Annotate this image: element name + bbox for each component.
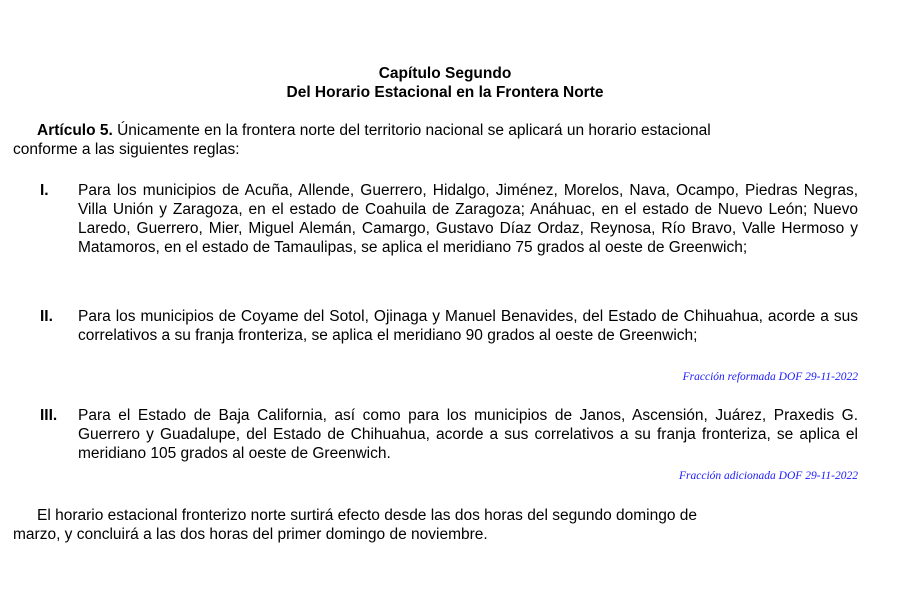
fraction-text: Para el Estado de Baja California, así como para los municipios de Janos, Ascensión, Juárez, Praxedis G. Guerrero y Guadalupe, del Estado de Chihuahua, acorde a sus correlativos a su franja fronteriza, se aplica el meridiano 105 grados al oeste de Greenwich.	[78, 407, 858, 462]
reform-note: Fracción reformada DOF 29-11-2022	[682, 371, 858, 383]
article-label: Artículo 5.	[37, 122, 113, 139]
addition-note: Fracción adicionada DOF 29-11-2022	[679, 470, 858, 482]
closing-line-2: marzo, y concluirá a las dos horas del primer domingo de noviembre.	[13, 526, 488, 543]
article-intro	[13, 121, 857, 159]
fraction-numeral: I.	[40, 182, 49, 199]
fraction-text: Para los municipios de Acuña, Allende, Guerrero, Hidalgo, Jiménez, Morelos, Nava, Ocampo, Piedras Negras, Villa Unión y Zaragoza, en el estado de Coahuila de Zaragoza; Anáhuac, en el estado de Nuevo León; Nuevo Laredo, Guerrero, Mier, Miguel Alemán, Camargo, Gustavo Díaz Ordaz, Reynosa, Río Bravo, Valle Hermoso y Matamoros, en el estado de Tamaulipas, se aplica el meridiano 75 grados al oeste de Greenwich;	[78, 182, 858, 256]
closing-paragraph	[13, 506, 857, 544]
article-intro-line-1	[13, 121, 857, 140]
article-intro-line-2: conforme a las siguientes reglas:	[13, 141, 240, 158]
fraction-text: Para los municipios de Coyame del Sotol, Ojinaga y Manuel Benavides, del Estado de Chihuahua, acorde a sus correlativos a su franja fronteriza, se aplica el meridiano 90 grados al oeste de Greenwich;	[78, 308, 858, 344]
fraction-item-1	[40, 181, 858, 257]
fraction-numeral: II.	[40, 308, 53, 325]
article-intro-text: Únicamente en la frontera norte del territorio nacional se aplicará un horario estacional	[112, 122, 711, 139]
fraction-item-3	[40, 406, 858, 463]
chapter-title: Capítulo Segundo	[378, 65, 512, 82]
chapter-subtitle: Del Horario Estacional en la Frontera Norte	[286, 84, 604, 101]
closing-line-1: El horario estacional fronterizo norte surtirá efecto desde las dos horas del segundo domingo de	[37, 507, 698, 524]
fraction-numeral: III.	[40, 407, 58, 424]
fraction-item-2	[40, 307, 858, 345]
